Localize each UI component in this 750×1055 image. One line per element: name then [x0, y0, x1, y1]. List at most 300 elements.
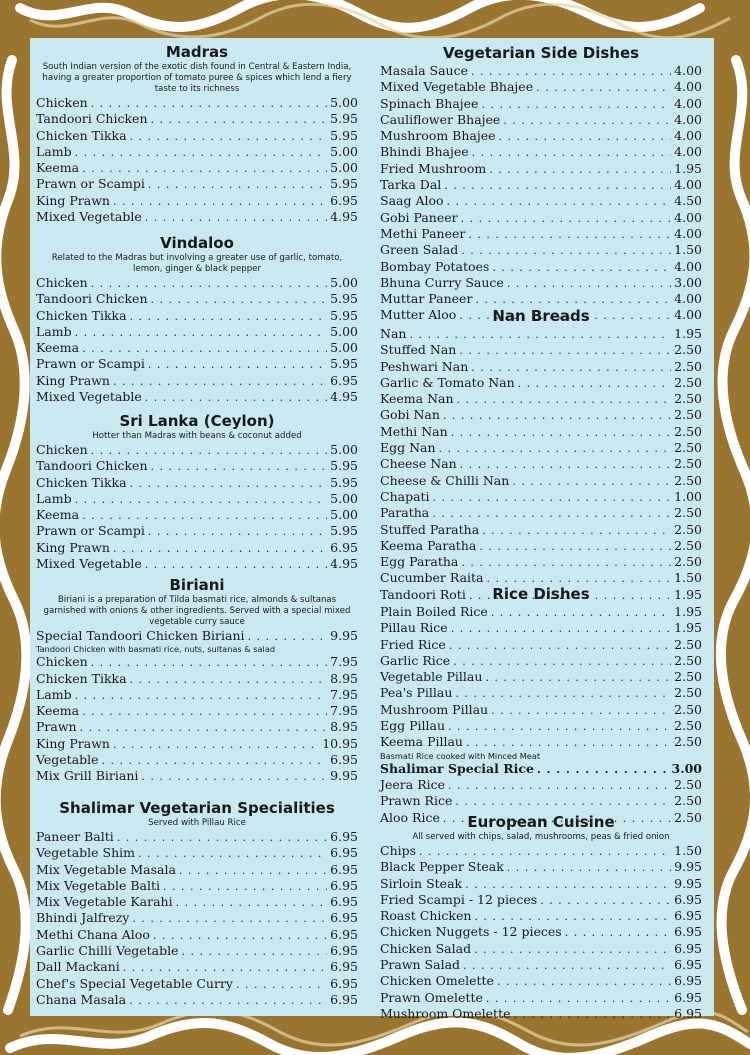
menu-item	[36, 687, 358, 703]
item-name: Keema	[36, 703, 80, 719]
section-title: Rice Dishes	[492, 585, 590, 603]
item-name: Mix Grill Biriani	[36, 768, 139, 784]
dot-leader	[448, 777, 671, 794]
section-title: Vegetarian Side Dishes	[442, 44, 640, 62]
dot-leader	[474, 908, 671, 925]
menu-item	[36, 829, 358, 845]
dot-leader	[113, 193, 327, 210]
menu-item	[380, 777, 702, 793]
dot-leader	[537, 761, 669, 778]
item-name: Keema Paratha	[380, 537, 477, 553]
item-price: 2.50	[674, 685, 702, 701]
item-name: Bhindi Bhajee	[380, 144, 469, 160]
menu-item	[380, 63, 702, 79]
item-name: King Prawn	[36, 192, 110, 208]
menu-item	[380, 291, 702, 307]
dot-leader	[182, 943, 328, 960]
item-name: Bhuna Curry Sauce	[380, 274, 504, 290]
menu-item	[36, 209, 358, 225]
menu-item	[36, 556, 358, 572]
dot-leader	[453, 653, 671, 670]
menu-section-madras	[36, 42, 358, 225]
dot-leader	[113, 373, 327, 390]
item-price: 5.00	[330, 323, 358, 339]
item-name: Chicken Nuggets - 12 pieces	[380, 924, 562, 940]
dot-leader	[471, 63, 671, 80]
dot-leader	[151, 111, 328, 128]
menu-item	[380, 793, 702, 809]
item-name: Mixed Vegetable	[36, 556, 142, 572]
menu-item	[380, 653, 702, 669]
item-price: 4.00	[674, 307, 702, 323]
item-name: Prawn Omelette	[380, 989, 483, 1005]
dot-leader	[75, 144, 328, 161]
dot-leader	[138, 845, 327, 862]
item-price: 4.95	[330, 389, 358, 405]
dot-leader	[489, 161, 671, 178]
menu-item	[380, 843, 702, 859]
item-price: 6.95	[674, 924, 702, 940]
item-name: Masala Sauce	[380, 63, 469, 78]
item-price: 1.95	[674, 160, 702, 176]
menu-item	[36, 927, 358, 943]
item-price: 1.95	[674, 620, 702, 636]
dot-leader	[91, 95, 328, 112]
item-name: Tandoori Roti	[380, 586, 466, 602]
item-price: 2.50	[674, 669, 702, 685]
menu-item	[380, 990, 702, 1006]
section-title: Nan Breads	[492, 307, 590, 325]
item-price: 6.95	[330, 829, 358, 844]
item-price: 2.50	[674, 809, 702, 825]
item-name: Mix Vegetable Masala	[36, 861, 176, 877]
item-price: 7.95	[330, 686, 358, 702]
item-name: Vegetable Pillau	[380, 669, 483, 685]
dot-leader	[113, 736, 319, 753]
dot-leader	[471, 359, 671, 376]
item-price: 5.00	[330, 143, 358, 159]
dot-leader	[485, 669, 671, 686]
menu-item	[380, 112, 702, 128]
item-name: Mutter Aloo	[380, 307, 457, 323]
item-name: Mixed Vegetable	[36, 389, 142, 405]
item-price: 2.50	[674, 374, 702, 390]
dot-leader	[91, 442, 328, 459]
item-price: 8.95	[330, 670, 358, 686]
item-name: Chana Masala	[36, 991, 127, 1007]
dot-leader	[433, 489, 672, 506]
menu-section-rice-dishes	[380, 584, 702, 826]
menu-item	[36, 862, 358, 878]
item-price: 5.00	[330, 490, 358, 506]
dot-leader	[148, 176, 327, 193]
dot-leader	[474, 941, 671, 958]
item-price: 1.95	[674, 326, 702, 341]
dot-leader	[148, 356, 327, 373]
item-price: 3.00	[671, 760, 702, 776]
menu-item	[36, 943, 358, 959]
item-name: Mixed Vegetable Bhajee	[380, 79, 534, 95]
item-price: 5.95	[330, 176, 358, 192]
item-price: 2.50	[674, 391, 702, 407]
item-price: 2.50	[674, 505, 702, 521]
menu-item	[380, 473, 702, 489]
item-name: Muttar Paneer	[380, 291, 473, 307]
dot-leader	[176, 894, 328, 911]
item-name: Prawn Rice	[380, 793, 453, 809]
menu-item	[380, 761, 702, 777]
dot-leader	[75, 687, 328, 704]
item-price: 4.00	[674, 177, 702, 193]
item-name: Methi Chana Aloo	[36, 926, 150, 942]
item-name: Chicken	[36, 654, 88, 670]
item-name: Black Pepper Steak	[380, 859, 504, 875]
item-name: Chicken Tikka	[36, 307, 127, 323]
item-price: 5.95	[330, 111, 358, 127]
item-price: 5.00	[330, 507, 358, 523]
menu-item	[380, 342, 702, 358]
dot-leader	[507, 275, 671, 292]
dot-leader	[481, 96, 671, 113]
menu-item	[36, 878, 358, 894]
menu-item	[380, 554, 702, 570]
menu-item	[36, 128, 358, 144]
item-price: 5.95	[330, 474, 358, 490]
item-name: Egg Pillau	[380, 718, 446, 734]
menu-item	[380, 79, 702, 95]
item-name: Vegetable Shim	[36, 845, 135, 861]
menu-item	[380, 669, 702, 685]
item-price: 7.95	[330, 703, 358, 719]
item-price: 5.00	[330, 442, 358, 457]
item-name: Methi Nan	[380, 423, 448, 439]
menu-item	[380, 326, 702, 342]
item-name: Dall Mackani	[36, 959, 120, 975]
dot-leader	[507, 859, 671, 876]
item-name: Fried Mushroom	[380, 160, 487, 176]
dot-leader	[472, 144, 672, 161]
item-price: 6.95	[674, 940, 702, 956]
item-price: 9.95	[674, 875, 702, 891]
item-price: 4.00	[674, 111, 702, 127]
item-name: Prawn or Scampi	[36, 356, 145, 372]
dot-leader	[491, 702, 671, 719]
item-name: Chef's Special Vegetable Curry	[36, 975, 233, 991]
item-price: 5.95	[330, 356, 358, 372]
item-name: Stuffed Paratha	[380, 521, 480, 537]
item-name: Chicken Tikka	[36, 474, 127, 490]
item-price: 9.95	[330, 628, 358, 643]
menu-item	[380, 973, 702, 989]
menu-item	[36, 356, 358, 372]
menu-item	[36, 992, 358, 1008]
item-price: 5.95	[330, 458, 358, 474]
item-price: 4.95	[330, 209, 358, 225]
menu-item	[36, 703, 358, 719]
menu-item	[36, 671, 358, 687]
dot-leader	[91, 654, 328, 671]
dot-leader	[432, 505, 671, 522]
menu-section-sri-lanka-ceylon	[36, 411, 358, 572]
dot-leader	[457, 391, 672, 408]
menu-item	[380, 859, 702, 875]
item-price: 4.00	[674, 95, 702, 111]
menu-section-shalimar-vegetarian-specialities	[36, 798, 358, 1008]
section-title: European Cuisine	[467, 813, 615, 831]
dot-leader	[113, 540, 327, 557]
item-name: Sirloin Steak	[380, 875, 463, 891]
item-name: Chicken Tikka	[36, 127, 127, 143]
item-price: 1.95	[674, 604, 702, 619]
item-name: Mixed Vegetable	[36, 209, 142, 225]
item-name: Garlic & Tomato Nan	[380, 374, 515, 390]
menu-item	[380, 908, 702, 924]
item-price: 1.50	[674, 570, 702, 586]
dot-leader	[145, 389, 327, 406]
item-price: 6.95	[674, 908, 702, 924]
dot-leader	[82, 160, 327, 177]
item-price: 1.00	[674, 488, 702, 504]
dot-leader	[141, 768, 327, 785]
menu-item	[36, 193, 358, 209]
item-name: Green Salad	[380, 242, 459, 258]
menu-item	[36, 491, 358, 507]
item-name: Cauliflower Bhajee	[380, 111, 501, 127]
dot-leader	[492, 259, 671, 276]
item-name: Nan	[380, 326, 407, 341]
menu-item	[380, 407, 702, 423]
dot-leader	[129, 992, 327, 1009]
menu-section-nan-breads	[380, 306, 702, 603]
item-price: 4.00	[674, 63, 702, 78]
dot-leader	[148, 523, 327, 540]
item-name: Garlic Rice	[380, 652, 451, 668]
menu-item	[380, 685, 702, 701]
item-price: 6.95	[330, 975, 358, 991]
menu-item	[380, 424, 702, 440]
dot-leader	[409, 326, 671, 343]
item-price: 6.95	[330, 192, 358, 208]
item-name: Special Tandoori Chicken Biriani	[36, 628, 245, 643]
dot-leader	[455, 685, 671, 702]
item-name: King Prawn	[36, 539, 110, 555]
menu-item	[36, 507, 358, 523]
menu-item	[36, 976, 358, 992]
item-name: Saag Aloo	[380, 193, 444, 209]
dot-leader	[479, 538, 671, 555]
item-name: Gobi Paneer	[380, 209, 458, 225]
dot-leader	[461, 242, 671, 259]
section-note: All served with chips, salad, mushrooms, peas & fried onion	[412, 832, 670, 842]
menu-item	[36, 144, 358, 160]
dot-leader	[82, 703, 327, 720]
menu-item	[36, 324, 358, 340]
item-name: Chicken	[36, 275, 88, 290]
item-price: 2.50	[674, 718, 702, 734]
dot-leader	[80, 719, 328, 736]
item-name: Spinach Bhajee	[380, 95, 479, 111]
dot-leader	[466, 734, 671, 751]
dot-leader	[130, 308, 328, 325]
dot-leader	[565, 924, 671, 941]
menu-item	[36, 275, 358, 291]
item-name: Bombay Potatoes	[380, 258, 490, 274]
item-name: Fried Scampi - 12 pieces	[380, 891, 538, 907]
dot-leader	[153, 927, 327, 944]
item-price: 5.95	[330, 523, 358, 539]
item-name: King Prawn	[36, 372, 110, 388]
item-name: Lamb	[36, 490, 72, 506]
item-price: 2.50	[674, 701, 702, 717]
menu-item	[380, 275, 702, 291]
item-name: Roast Chicken	[380, 908, 472, 924]
item-price: 6.95	[674, 957, 702, 973]
item-price: 6.95	[330, 845, 358, 861]
item-price: 2.50	[674, 652, 702, 668]
menu-item	[36, 752, 358, 768]
dot-leader	[540, 892, 671, 909]
item-price: 4.95	[330, 556, 358, 572]
menu-item	[380, 522, 702, 538]
item-price: 5.00	[330, 340, 358, 356]
item-name: Egg Nan	[380, 440, 436, 456]
item-price: 2.50	[674, 342, 702, 358]
dot-leader	[163, 878, 327, 895]
item-price: 6.95	[330, 926, 358, 942]
dot-leader	[455, 793, 671, 810]
item-name: Lamb	[36, 686, 72, 702]
item-name: Stuffed Nan	[380, 342, 457, 358]
item-name: Mushroom Omelette	[380, 1005, 511, 1021]
menu-item	[380, 193, 702, 209]
section-note: Hotter than Madras with beans & coconut added	[92, 431, 302, 441]
item-name: Chips	[380, 843, 417, 858]
item-name: Paratha	[380, 505, 430, 521]
section-note: Biriani is a preparation of Tilda basmati rice, almonds & sultanas garnished with onions & other ingredients. Served with a special mixed vegetable curry sauce	[43, 595, 351, 627]
dot-leader	[82, 507, 327, 524]
item-price: 5.00	[330, 95, 358, 110]
menu-item	[380, 128, 702, 144]
item-name: Chapati	[380, 488, 430, 504]
item-price: 4.00	[674, 79, 702, 95]
menu-item	[36, 475, 358, 491]
item-name: Pea's Pillau	[380, 685, 453, 701]
dot-leader	[102, 752, 328, 769]
item-price: 5.00	[330, 160, 358, 176]
item-price: 5.00	[330, 275, 358, 290]
item-price: 4.50	[674, 193, 702, 209]
menu-item	[36, 458, 358, 474]
item-description: Tandoori Chicken with basmati rice, nuts, sultanas & salad	[36, 644, 276, 655]
item-name: Cucumber Raita	[380, 570, 484, 586]
item-price: 6.95	[330, 372, 358, 388]
menu-item	[380, 242, 702, 258]
item-price: 5.95	[330, 127, 358, 143]
dot-leader	[468, 226, 671, 243]
dot-leader	[451, 620, 671, 637]
menu-item	[380, 456, 702, 472]
menu-item	[36, 845, 358, 861]
menu-item	[380, 375, 702, 391]
item-name: Aloo Rice	[380, 809, 440, 825]
item-price: 6.95	[330, 910, 358, 926]
item-name: Tarka Dal	[380, 177, 442, 193]
dot-leader	[75, 324, 328, 341]
menu-item	[36, 340, 358, 356]
item-name: Prawn Salad	[380, 957, 461, 973]
dot-leader	[130, 475, 328, 492]
menu-item	[36, 719, 358, 735]
item-name: Egg Paratha	[380, 554, 459, 570]
menu-item	[36, 628, 358, 644]
menu-item	[380, 941, 702, 957]
item-name: Lamb	[36, 323, 72, 339]
item-name: Mix Vegetable Karahi	[36, 894, 173, 910]
item-name: Keema	[36, 340, 80, 356]
item-price: 4.00	[674, 258, 702, 274]
item-name: Chicken Omelette	[380, 973, 494, 989]
menu-item	[380, 489, 702, 505]
dot-leader	[486, 990, 671, 1007]
item-price: 4.00	[674, 209, 702, 225]
item-price: 2.50	[674, 407, 702, 423]
item-name: King Prawn	[36, 735, 110, 751]
dot-leader	[482, 522, 671, 539]
dot-leader	[459, 342, 671, 359]
item-price: 2.50	[674, 554, 702, 570]
item-price: 2.50	[674, 793, 702, 809]
menu-item	[380, 226, 702, 242]
dot-leader	[443, 407, 671, 424]
item-price: 2.50	[674, 440, 702, 456]
item-name: Plain Boiled Rice	[380, 604, 488, 619]
item-price: 4.00	[674, 225, 702, 241]
item-name: Methi Paneer	[380, 225, 466, 241]
item-price: 6.95	[330, 539, 358, 555]
item-name: Chicken	[36, 95, 88, 110]
dot-leader	[130, 128, 328, 145]
item-price: 2.50	[674, 423, 702, 439]
item-name: Tandoori Chicken	[36, 458, 148, 474]
item-name: Keema	[36, 507, 80, 523]
item-price: 6.95	[330, 752, 358, 768]
menu-item	[380, 538, 702, 554]
menu-item	[380, 210, 702, 226]
dot-leader	[117, 829, 327, 846]
menu-item	[380, 734, 702, 750]
dot-leader	[460, 456, 672, 473]
menu-panel	[30, 38, 714, 1021]
section-title: Sri Lanka (Ceylon)	[119, 412, 275, 430]
dot-leader	[461, 554, 671, 571]
menu-item	[380, 620, 702, 636]
item-name: Jeera Rice	[380, 776, 446, 792]
menu-item	[36, 654, 358, 670]
item-name: Prawn	[36, 719, 77, 735]
item-description: Basmati Rice cooked with Minced Meat	[380, 750, 541, 761]
menu-section-vindaloo	[36, 233, 358, 405]
menu-item	[380, 892, 702, 908]
menu-section-biriani	[36, 575, 358, 785]
item-price: 3.00	[674, 274, 702, 290]
item-price: 6.95	[330, 943, 358, 959]
item-name: Cheese & Chilli Nan	[380, 472, 510, 488]
item-name: Cheese Nan	[380, 456, 457, 472]
menu-item	[36, 373, 358, 389]
menu-item	[380, 96, 702, 112]
dot-leader	[82, 340, 327, 357]
menu-item	[36, 523, 358, 539]
